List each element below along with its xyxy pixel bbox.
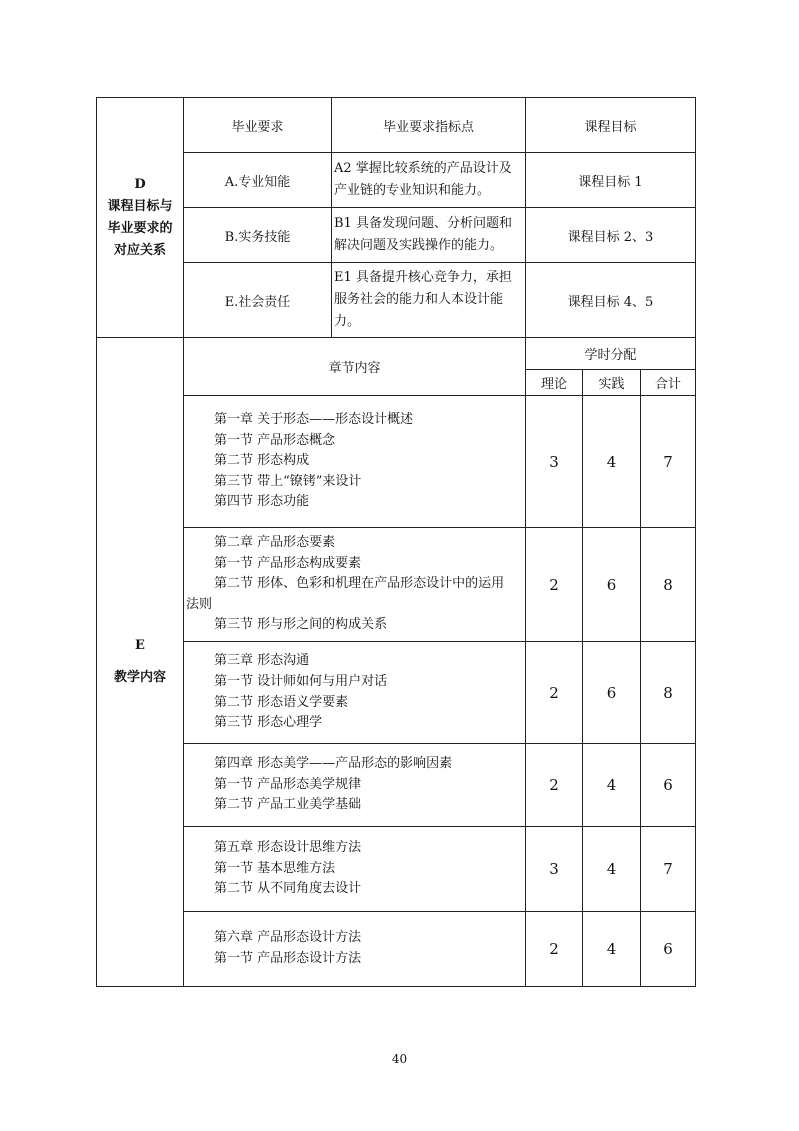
chapter-line: 第三节 形与形之间的构成关系 <box>214 617 388 633</box>
indicator-cell: E1 具备提升核心竞争力，承担服务社会的能力和人本设计能力。 <box>332 263 526 338</box>
header-total: 合计 <box>641 370 696 396</box>
chapter-content <box>184 912 526 987</box>
requirement-cell: A.专业知能 <box>184 153 332 208</box>
chapter-line: 第一章 关于形态——形态设计概述 <box>214 412 414 428</box>
header-practice: 实践 <box>583 370 641 396</box>
header-indicator: 毕业要求指标点 <box>332 98 526 153</box>
goal-cell: 课程目标 1 <box>526 153 696 208</box>
total-hours: 6 <box>641 744 696 827</box>
chapter-line: 第三节 带上“镣铐”来设计 <box>214 473 362 489</box>
table-row <box>97 528 696 642</box>
indicator-cell: B1 具备发现问题、分析问题和解决问题及实践操作的能力。 <box>332 208 526 263</box>
theory-hours: 3 <box>526 396 583 528</box>
practice-hours: 4 <box>583 396 641 528</box>
theory-hours: 2 <box>526 642 583 744</box>
chapter-line: 第二节 形态语义学要素 <box>214 694 349 710</box>
total-hours: 7 <box>641 396 696 528</box>
section-d-title-line: 课程目标与 <box>107 198 173 214</box>
section-d <box>97 98 696 338</box>
table-row <box>97 208 696 263</box>
chapter-line: 法则 <box>186 596 213 612</box>
total-hours: 6 <box>641 912 696 987</box>
chapter-line: 第二节 从不同角度去设计 <box>214 881 362 897</box>
goal-cell: 课程目标 4、5 <box>526 263 696 338</box>
chapter-line: 第二节 产品工业美学基础 <box>214 797 362 813</box>
table-row <box>97 396 696 528</box>
header-content: 章节内容 <box>184 338 526 396</box>
section-d-title-line: 对应关系 <box>113 242 166 258</box>
table-row <box>97 642 696 744</box>
header-requirement: 毕业要求 <box>184 98 332 153</box>
theory-hours: 2 <box>526 912 583 987</box>
chapter-line: 第一节 产品形态美学规律 <box>214 776 362 792</box>
chapter-content <box>184 396 526 528</box>
section-e-title: 教学内容 <box>113 670 166 685</box>
chapter-line: 第一节 设计师如何与用户对话 <box>214 673 388 689</box>
practice-hours: 4 <box>583 827 641 912</box>
chapter-line: 第三章 形态沟通 <box>214 653 310 669</box>
course-table <box>96 97 696 987</box>
table-row <box>97 827 696 912</box>
theory-hours: 2 <box>526 744 583 827</box>
header-goal: 课程目标 <box>526 98 696 153</box>
chapter-line: 第二节 形态构成 <box>214 453 310 469</box>
goal-cell: 课程目标 2、3 <box>526 208 696 263</box>
chapter-line: 第二节 形体、色彩和机理在产品形态设计中的运用 <box>214 576 505 592</box>
table-row <box>97 744 696 827</box>
table-row <box>97 912 696 987</box>
page-number: 40 <box>391 1052 408 1066</box>
indicator-cell: A2 掌握比较系统的产品设计及产业链的专业知识和能力。 <box>332 153 526 208</box>
practice-hours: 4 <box>583 912 641 987</box>
practice-hours: 4 <box>583 744 641 827</box>
header-theory: 理论 <box>526 370 583 396</box>
practice-hours: 6 <box>583 528 641 642</box>
chapter-content <box>184 642 526 744</box>
total-hours: 7 <box>641 827 696 912</box>
section-e-letter: E <box>135 638 145 653</box>
chapter-line: 第四节 形态功能 <box>214 494 310 510</box>
chapter-line: 第六章 产品形态设计方法 <box>214 930 362 946</box>
chapter-line: 第一节 产品形态概念 <box>214 432 336 448</box>
total-hours: 8 <box>641 528 696 642</box>
table-row <box>97 263 696 338</box>
practice-hours: 6 <box>583 642 641 744</box>
requirement-cell: B.实务技能 <box>184 208 332 263</box>
total-hours: 8 <box>641 642 696 744</box>
chapter-line: 第四章 形态美学——产品形态的影响因素 <box>214 756 453 772</box>
chapter-line: 第一节 基本思维方法 <box>214 860 336 876</box>
chapter-line: 第一节 产品形态设计方法 <box>214 951 362 966</box>
section-d-title-line: 毕业要求的 <box>107 220 173 236</box>
section-d-letter: D <box>134 176 146 192</box>
header-hours: 学时分配 <box>526 338 696 370</box>
chapter-content <box>184 827 526 912</box>
chapter-line: 第三节 形态心理学 <box>214 715 323 731</box>
theory-hours: 3 <box>526 827 583 912</box>
chapter-content <box>184 744 526 827</box>
requirement-cell: E.社会责任 <box>184 263 332 338</box>
section-e-label <box>97 338 184 987</box>
chapter-line: 第二章 产品形态要素 <box>214 535 336 551</box>
theory-hours: 2 <box>526 528 583 642</box>
chapter-line: 第五章 形态设计思维方法 <box>214 840 362 856</box>
chapter-content <box>184 528 526 642</box>
section-d-label <box>97 98 184 338</box>
section-e <box>97 338 696 987</box>
table-row <box>97 153 696 208</box>
chapter-line: 第一节 产品形态构成要素 <box>214 555 362 571</box>
